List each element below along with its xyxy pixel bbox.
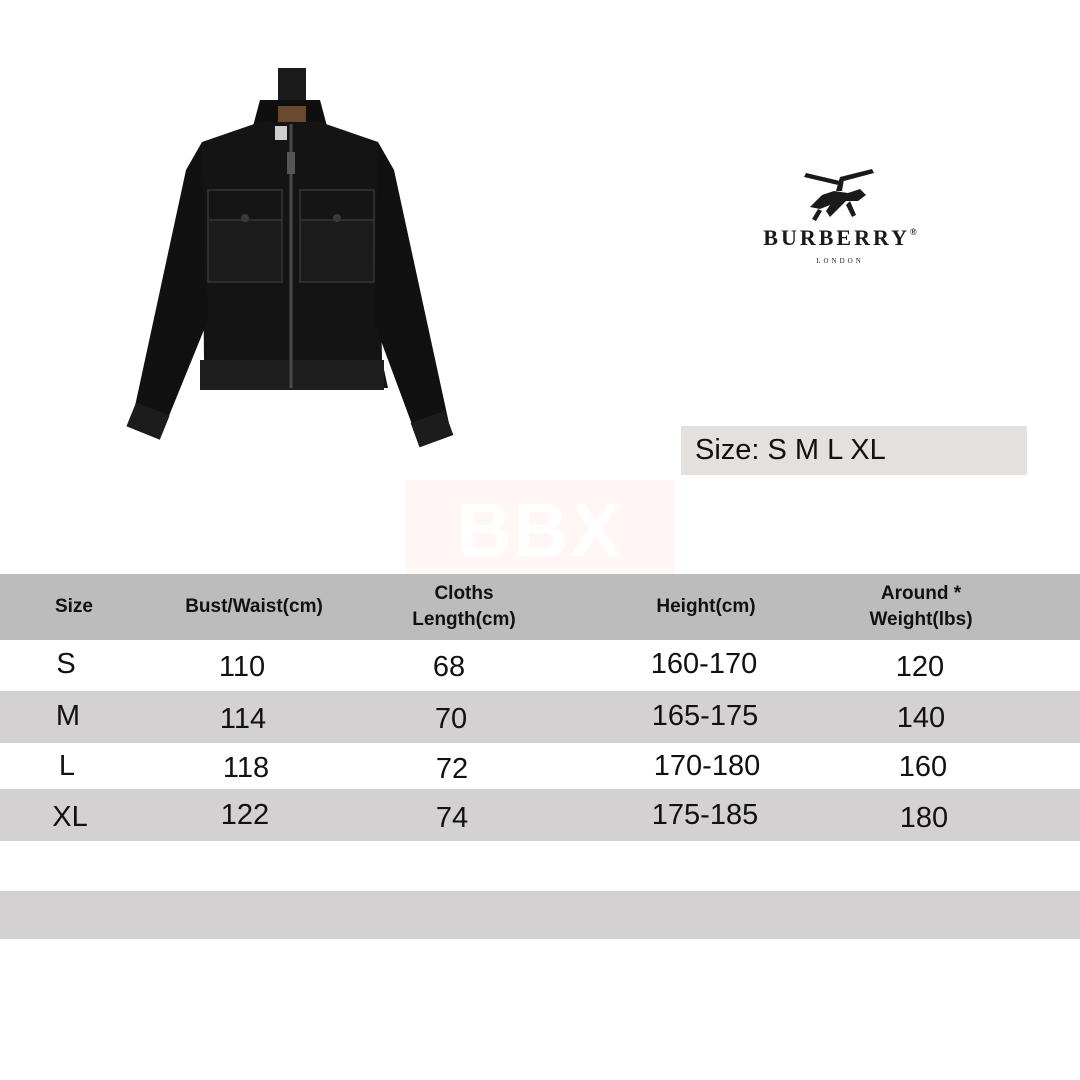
- empty-row-band: [0, 891, 1080, 939]
- table-cell-weight: 160: [898, 751, 948, 783]
- table-cell-length: 74: [435, 802, 469, 834]
- table-cell-height: 175-185: [651, 799, 759, 831]
- table-cell-bust: 110: [218, 651, 266, 683]
- table-cell-bust: 114: [219, 703, 267, 735]
- table-cell-length: 70: [434, 703, 468, 735]
- header-cloths-length: Cloths Length(cm): [412, 583, 516, 630]
- table-cell-size: XL: [52, 801, 88, 833]
- header-bust-waist: Bust/Waist(cm): [185, 596, 323, 617]
- table-cell-length: 72: [435, 753, 469, 785]
- product-image: [120, 60, 460, 460]
- table-cell-length: 68: [432, 651, 466, 683]
- table-cell-size: L: [58, 750, 76, 782]
- header-height: Height(cm): [656, 596, 756, 617]
- brand-subtitle: LONDON: [816, 257, 864, 265]
- header-weight: Around * Weight(lbs): [869, 583, 973, 630]
- available-sizes-label: Size: S M L XL: [681, 426, 1027, 475]
- jacket-illustration: [120, 60, 460, 460]
- table-cell-bust: 122: [220, 799, 270, 831]
- table-cell-size: S: [56, 648, 76, 680]
- table-cell-weight: 180: [899, 802, 949, 834]
- brand-wordmark: BURBERRY®: [763, 225, 917, 250]
- header-size: Size: [54, 596, 94, 617]
- watermark: BBX: [405, 480, 675, 580]
- table-cell-height: 160-170: [650, 648, 758, 680]
- table-cell-bust: 118: [222, 752, 270, 784]
- brand-logo: [700, 165, 980, 275]
- table-cell-weight: 120: [895, 651, 945, 683]
- equestrian-knight-icon: [800, 165, 880, 225]
- table-cell-size: M: [55, 700, 81, 732]
- table-cell-height: 170-180: [653, 750, 761, 782]
- table-cell-weight: 140: [896, 702, 946, 734]
- table-cell-height: 165-175: [651, 700, 759, 732]
